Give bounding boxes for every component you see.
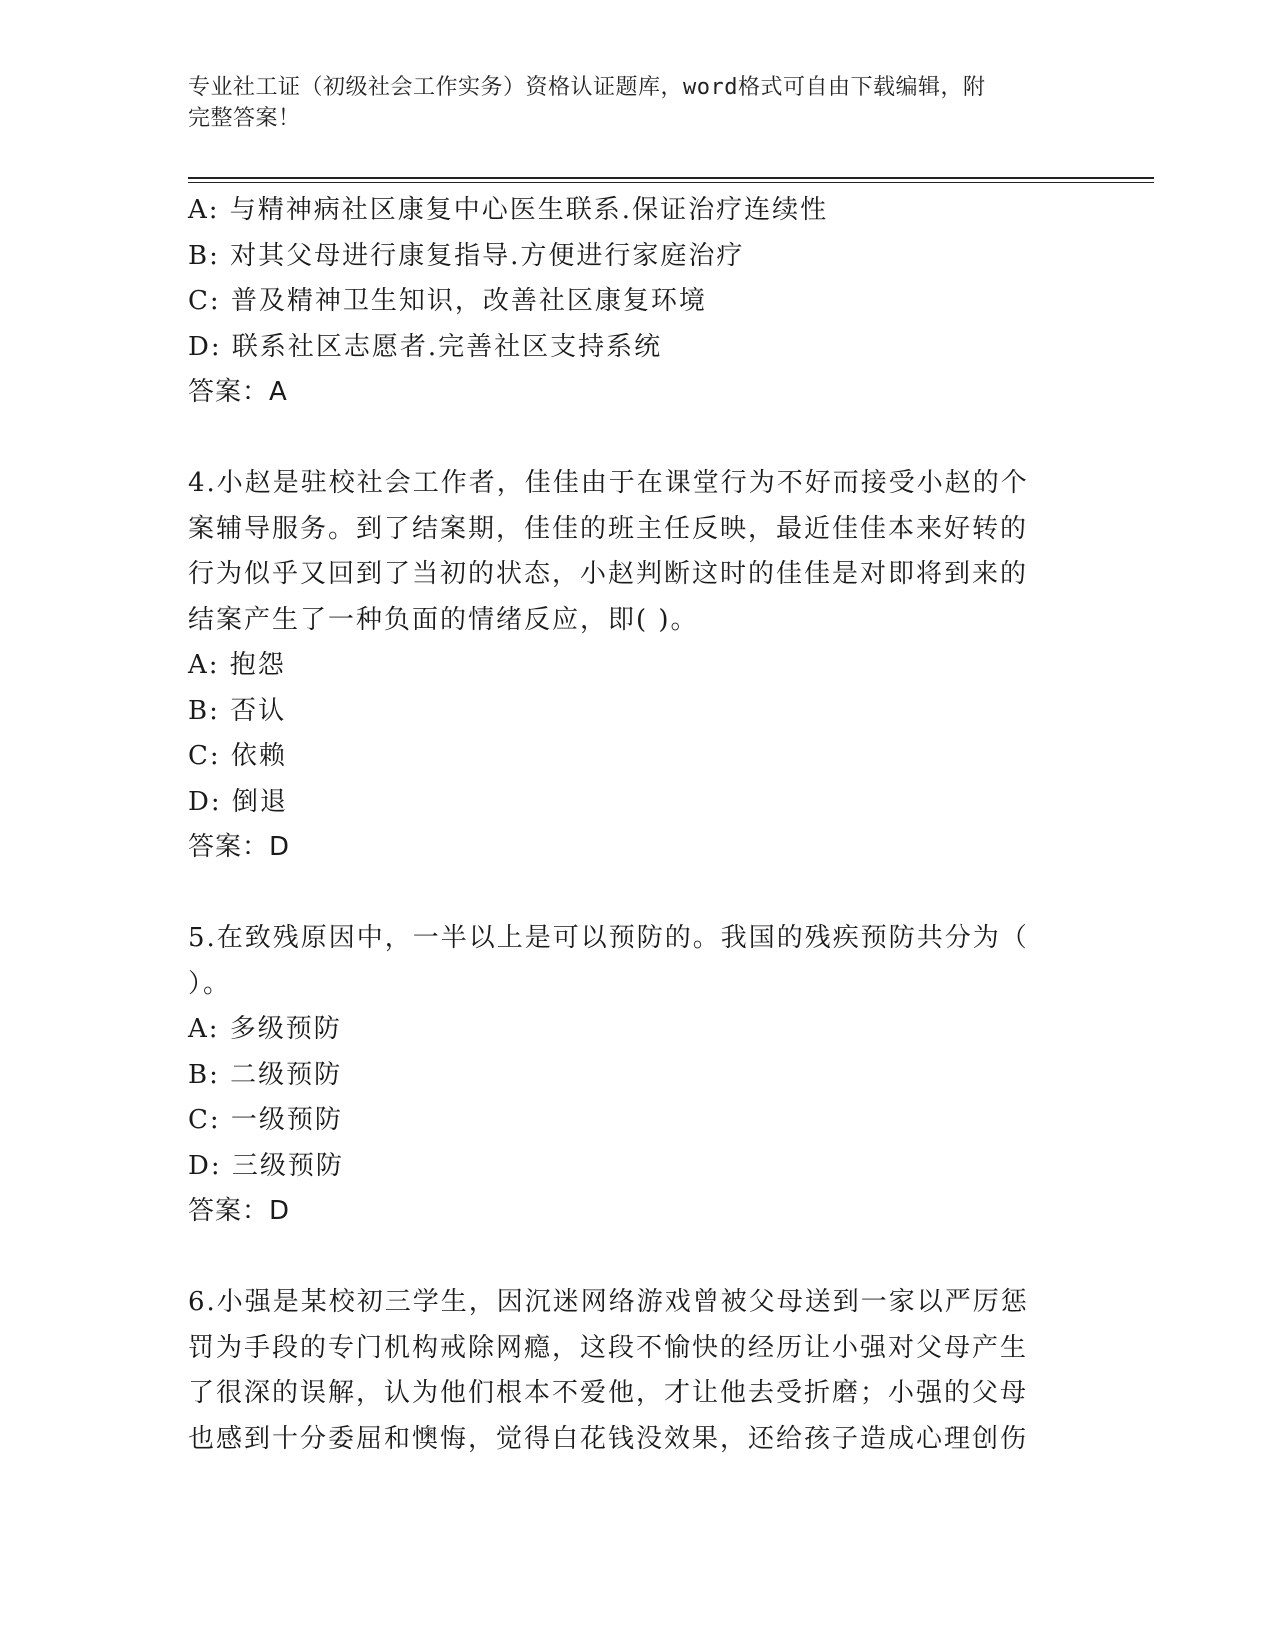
q5-answer: 答案：D — [188, 1196, 291, 1226]
document-header — [188, 72, 1068, 134]
q3-answer: 答案：A — [188, 377, 288, 407]
question-content — [188, 188, 1068, 1462]
q6-text-line-2: 罚为手段的专门机构戒除网瘾，这段不愉快的经历让小强对父母产生 — [188, 1332, 1029, 1363]
header-divider-thick — [188, 177, 1154, 179]
q4-option-a: A: 抱怨 — [188, 650, 286, 680]
q3-option-a: A: 与精神病社区康复中心医生联系.保证治疗连续性 — [188, 195, 829, 225]
header-line-1: 专业社工证（初级社会工作实务）资格认证题库，word格式可自由下载编辑，附 — [188, 75, 986, 100]
q5-text-line-2: ）。 — [188, 968, 232, 999]
q5-option-a: A: 多级预防 — [188, 1014, 342, 1044]
q4-answer: 答案：D — [188, 832, 291, 862]
q4-text-line-4: 结案产生了一种负面的情绪反应，即( )。 — [188, 604, 699, 635]
question-3-block — [188, 188, 1068, 416]
q5-text-line-1: 5.在致残原因中，一半以上是可以预防的。我国的残疾预防共分为（ — [188, 923, 1029, 953]
q5-option-b: B: 二级预防 — [188, 1059, 343, 1090]
q6-text-line-1: 6.小强是某校初三学生，因沉迷网络游戏曾被父母送到一家以严厉惩 — [188, 1287, 1029, 1317]
header-line-2: 完整答案！ — [188, 106, 301, 131]
q4-text-line-2: 案辅导服务。到了结案期，佳佳的班主任反映，最近佳佳本来好转的 — [188, 513, 1029, 544]
q6-text-line-4: 也感到十分委屈和懊悔，觉得白花钱没效果，还给孩子造成心理创伤 — [188, 1423, 1029, 1454]
q4-option-b: B: 否认 — [188, 695, 287, 726]
question-4-block — [188, 461, 1068, 871]
q3-option-d: D: 联系社区志愿者.完善社区支持系统 — [188, 331, 663, 362]
q4-text-line-1: 4.小赵是驻校社会工作者，佳佳由于在课堂行为不好而接受小赵的个 — [188, 468, 1029, 498]
header-divider-thin — [188, 182, 1154, 183]
q3-option-c: C: 普及精神卫生知识，改善社区康复环境 — [188, 286, 707, 316]
q5-option-d: D: 三级预防 — [188, 1150, 344, 1181]
q4-option-c: C: 依赖 — [188, 741, 287, 771]
question-6-block — [188, 1280, 1068, 1462]
q6-text-line-3: 了很深的误解，认为他们根本不爱他，才让他去受折磨；小强的父母 — [188, 1378, 1029, 1408]
q3-option-b: B: 对其父母进行康复指导.方便进行家庭治疗 — [188, 240, 745, 271]
q4-option-d: D: 倒退 — [188, 786, 288, 817]
q4-text-line-3: 行为似乎又回到了当初的状态，小赵判断这时的佳佳是对即将到来的 — [188, 559, 1029, 589]
q5-option-c: C: 一级预防 — [188, 1105, 343, 1135]
question-5-block — [188, 916, 1068, 1235]
